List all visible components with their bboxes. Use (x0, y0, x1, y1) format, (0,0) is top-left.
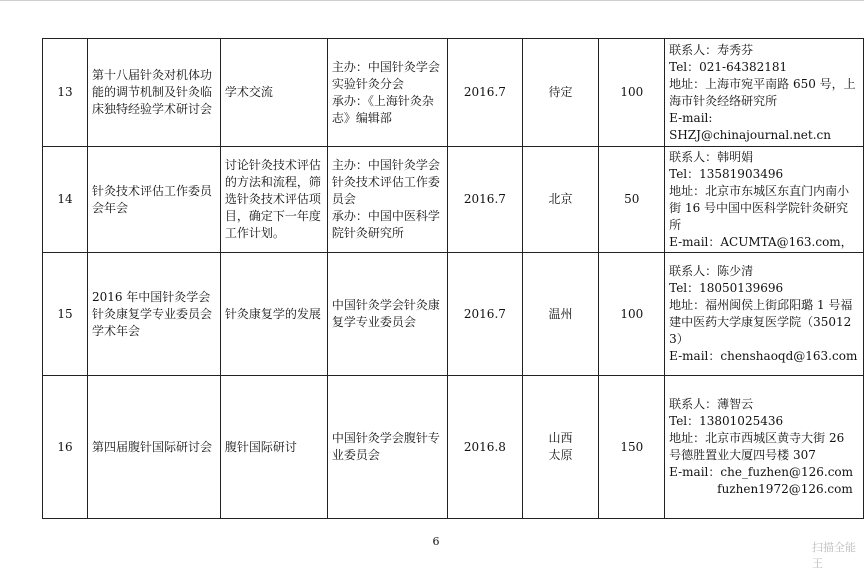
contact-address: 地址：北京市东城区东直门内南小街 16 号中国中医科学院针灸研究所 (669, 183, 850, 232)
contact-person: 联系人：陈少清 (669, 264, 754, 278)
attendee-count: 150 (599, 376, 665, 519)
contact-tel: Tel：13801025436 (669, 414, 784, 428)
scanner-watermark: 扫描全能王 (812, 541, 856, 570)
organizer-undertaker: 承办：中国中医科学院针灸研究所 (331, 209, 440, 240)
contact-email: E-mail：che_fuzhen@126.com (669, 465, 854, 479)
organizer-host: 主办：中国针灸学会针灸技术评估工作委员会 (331, 158, 440, 206)
contact-email: SHZJ@chinajournal.net.cn (669, 127, 831, 142)
contact-address: 地址：北京市西城区黄寺大街 26 号德胜置业大厦四号楼 307 (669, 431, 845, 462)
conference-name: 针灸技术评估工作委员会年会 (87, 147, 220, 253)
conference-table (42, 38, 864, 519)
attendee-count: 100 (599, 39, 665, 147)
conference-name: 第四届腹针国际研讨会 (87, 376, 220, 519)
organizer: 中国针灸学会针灸康复学专业委员会 (327, 253, 448, 376)
conference-date: 2016.7 (448, 39, 522, 147)
contact-info (665, 253, 864, 376)
location-city: 太原 (548, 448, 573, 462)
conference-location (522, 376, 599, 519)
conference-topic: 学术交流 (220, 39, 327, 147)
contact-email: E-mail：ACUMTA@163.com， (669, 234, 853, 249)
contact-tel: Tel：18050139696 (669, 281, 784, 295)
conference-date: 2016.7 (448, 147, 522, 253)
contact-tel: Tel：021-64382181 (669, 59, 788, 74)
conference-topic: 腹针国际研讨 (220, 376, 327, 519)
table-row (43, 376, 864, 519)
row-number: 15 (43, 253, 88, 376)
contact-person: 联系人：韩明娟 (669, 149, 754, 164)
conference-location: 待定 (522, 39, 599, 147)
contact-address: 地址：福州闽侯上街邱阳璐 1 号福建中医药大学康复医学院（350123） (669, 298, 853, 346)
organizer-undertaker: 承办：《上海针灸杂志》编辑部 (331, 93, 434, 125)
contact-tel: Tel：13581903496 (669, 166, 784, 181)
table-row (43, 147, 864, 253)
attendee-count: 100 (599, 253, 665, 376)
contact-person: 联系人：寿秀芬 (669, 42, 754, 57)
organizer (327, 147, 448, 253)
attendee-count: 50 (599, 147, 665, 253)
table-row (43, 253, 864, 376)
organizer-host: 主办：中国针灸学会实验针灸分会 (331, 59, 440, 91)
contact-info (665, 147, 864, 253)
table-row (43, 39, 864, 147)
conference-location: 温州 (522, 253, 599, 376)
conference-topic: 讨论针灸技术评估的方法和流程，筛选针灸技术评估项目，确定下一年度工作计划。 (220, 147, 327, 253)
conference-name: 第十八届针灸对机体功能的调节机制及针灸临床独特经验学术研讨会 (87, 39, 220, 147)
conference-name: 2016 年中国针灸学会针灸康复学专业委员会学术年会 (87, 253, 220, 376)
location-province: 山西 (548, 431, 573, 445)
page-top-edge (0, 0, 864, 1)
conference-topic: 针灸康复学的发展 (220, 253, 327, 376)
page-number: 6 (432, 535, 440, 548)
organizer: 中国针灸学会腹针专业委员会 (327, 376, 448, 519)
contact-info (665, 39, 864, 147)
row-number: 14 (43, 147, 88, 253)
conference-date: 2016.7 (448, 253, 522, 376)
contact-email: E-mail：chenshaoqd@163.com (669, 349, 858, 363)
contact-email-label: E-mail: (669, 110, 713, 125)
conference-location: 北京 (522, 147, 599, 253)
contact-info (665, 376, 864, 519)
row-number: 16 (43, 376, 88, 519)
conference-date: 2016.8 (448, 376, 522, 519)
organizer (327, 39, 448, 147)
contact-address: 地址：上海市宛平南路 650 号，上海市针灸经络研究所 (669, 76, 856, 108)
row-number: 13 (43, 39, 88, 147)
contact-person: 联系人：薄智云 (669, 397, 754, 411)
contact-email-secondary: fuzhen1972@126.com (717, 482, 853, 496)
